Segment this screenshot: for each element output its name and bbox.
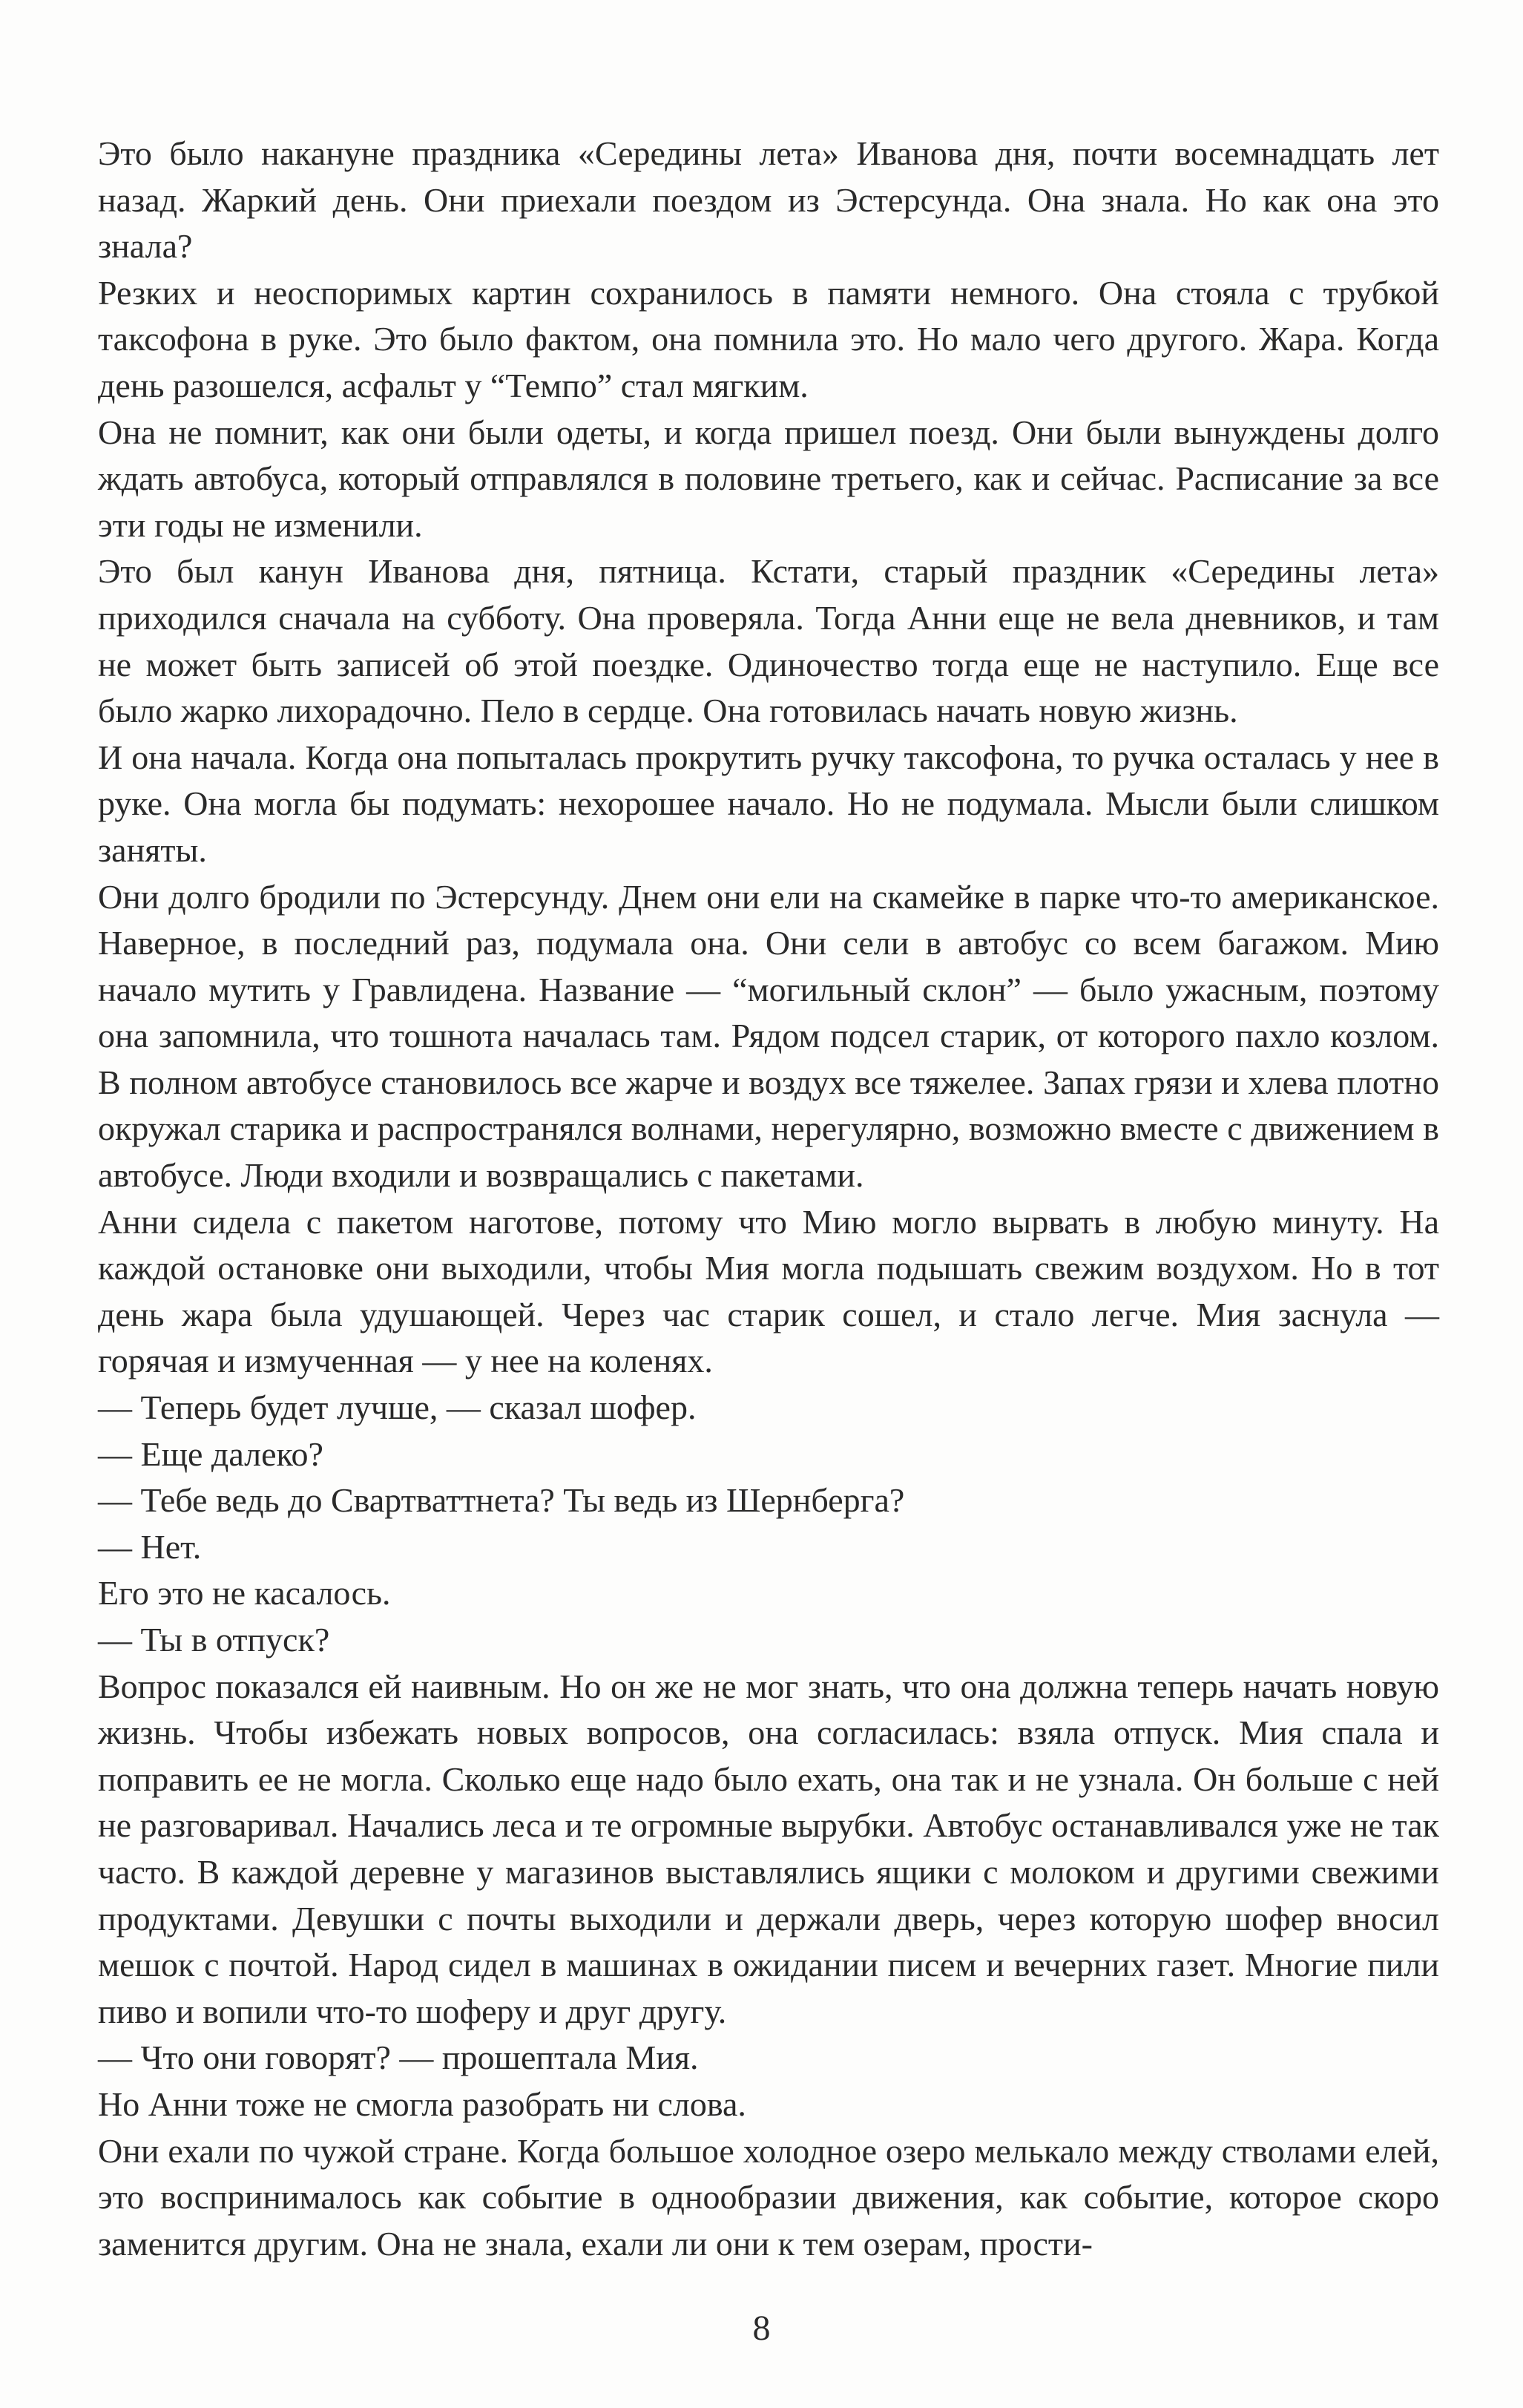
paragraph: Она не помнит, как они были одеты, и когда пришел поезд. Они были вынуждены долго ждать автобуса, который отправлялся в половине третьего, как и сейчас. Расписание за все эти годы не изменили. [98,413,1439,544]
dialogue-line: — Теперь будет лучше, — сказал шофер. [98,1388,697,1427]
paragraph: Они долго бродили по Эстерсунду. Днем они ели на скамейке в парке что-то американское. Наверное, в последний раз, подумала она. Они сели в автобус со всем багажом. Мию начало мутить у Гравлидена. Название — “могильный склон” — было ужасным, поэтому она запомнила, что тошнота началась там. Рядом подсел старик, от которого пахло козлом. В полном автобусе становилось все жарче и воздух все тяжелее. Запах грязи и хлева плотно окружал старика и распространялся волнами, нерегулярно, возможно вместе с движением в автобусе. Люди входили и возвращались с пакетами. [98,877,1439,1195]
paragraph: Резких и неоспоримых картин сохранилось в памяти немного. Она стояла с трубкой таксофона в руке. Это было фактом, она помнила это. Но мало чего другого. Жара. Когда день разошелся, асфальт у “Темпо” стал мягким. [98,273,1439,404]
dialogue-line: — Еще далеко? [98,1434,323,1473]
dialogue-line: — Ты в отпуск? [98,1621,330,1659]
paragraph: Это было накануне праздника «Середины лета» Иванова дня, почти восемнадцать лет назад. Жаркий день. Они приехали поездом из Эстерсунда. Она знала. Но как она это знала? [98,134,1439,266]
dialogue-line: — Тебе ведь до Свартваттнета? Ты ведь из Шернберга? [98,1481,905,1520]
paragraph: Его это не касалось. [98,1574,391,1613]
paragraph: Но Анни тоже не смогла разобрать ни слова. [98,2084,746,2123]
dialogue-line: — Нет. [98,1527,202,1566]
page-text [98,131,1439,2267]
paragraph: Вопрос показался ей наивным. Но он же не мог знать, что она должна теперь начать новую жизнь. Чтобы избежать новых вопросов, она согласилась: взяла отпуск. Мия спала и поправить ее не могла. Сколько еще надо было ехать, она так и не узнала. Он больше с ней не разговаривал. Начались леса и те огромные вырубки. Автобус останавливался уже не так часто. В каждой деревне у магазинов выставлялись ящики с молоком и другими свежими продуктами. Девушки с почты выходили и держали дверь, через которую шофер вносил мешок с почтой. Народ сидел в машинах в ожидании писем и вечерних газет. Многие пили пиво и вопили что-то шоферу и друг другу. [98,1667,1439,2030]
page-number: 8 [752,2309,771,2348]
paragraph: И она начала. Когда она попыталась прокрутить ручку таксофона, то ручка осталась у нее в руке. Она могла бы подумать: нехорошее начало. Но не подумала. Мысли были слишком заняты. [98,738,1439,869]
dialogue-line: — Что они говорят? — прошептала Мия. [98,2038,699,2077]
paragraph: Они ехали по чужой стране. Когда большое холодное озеро мелькало между стволами елей, это воспринималось как событие в однообразии движения, как событие, которое скоро заменится другим. Она не знала, ехали ли они к тем озерам, прости- [98,2131,1439,2263]
paragraph: Анни сидела с пакетом наготове, потому что Мию могло вырвать в любую минуту. На каждой остановке они выходили, чтобы Мия могла подышать свежим воздухом. Но в тот день жара была удушающей. Через час старик сошел, и стало легче. Мия заснула — горячая и измученная — у нее на коленях. [98,1202,1439,1380]
paragraph: Это был канун Иванова дня, пятница. Кстати, старый праздник «Середины лета» приходился сначала на субботу. Она проверяла. Тогда Анни еще не вела дневников, и там не может быть записей об этой поездке. Одиночество тогда еще не наступило. Еще все было жарко лихорадочно. Пело в сердце. Она готовилась начать новую жизнь. [98,552,1439,730]
